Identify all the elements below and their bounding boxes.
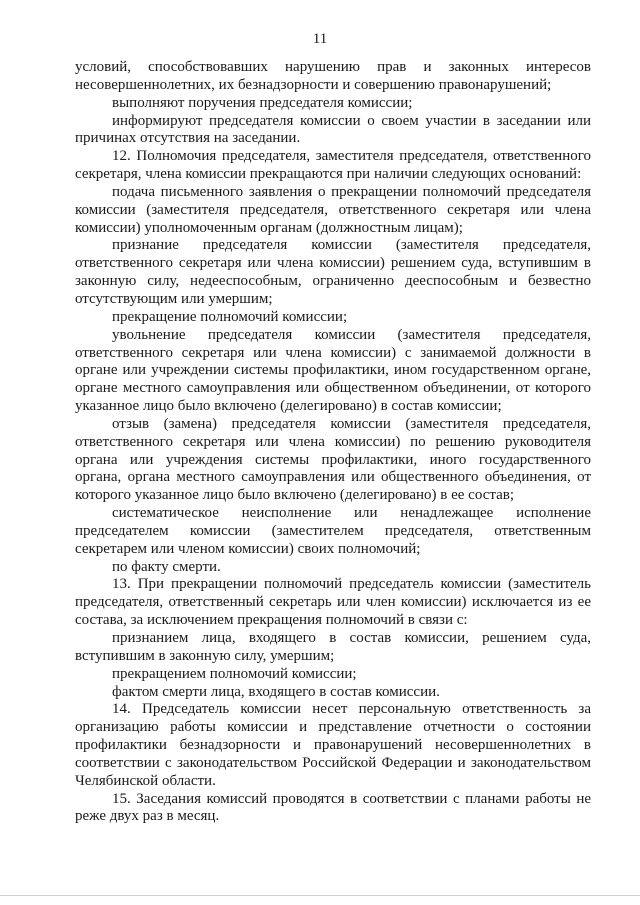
text-line: 15. Заседания комиссий проводятся в соответствии с планами работы не xyxy=(112,790,591,807)
text-line: профилактики безнадзорности и правонарушений несовершеннолетних в xyxy=(75,737,591,754)
page-bottom-edge xyxy=(0,895,640,896)
document-body xyxy=(75,59,591,826)
text-line: увольнение председателя комиссии (заместителя председателя, xyxy=(112,326,591,343)
text-line: ответственного секретаря или члена комиссии) с занимаемой должности в xyxy=(75,344,591,361)
text-line: комиссии) уполномоченным органам (должностным лицам); xyxy=(75,219,463,236)
text-line: по факту смерти. xyxy=(112,558,221,575)
text-line: вступившим в законную силу, умершим; xyxy=(75,647,335,664)
text-line: прекращение полномочий комиссии; xyxy=(112,308,348,325)
text-line: фактом смерти лица, входящего в состав комиссии. xyxy=(112,683,440,700)
text-line: признанием лица, входящего в состав комиссии, решением суда, xyxy=(112,630,591,646)
text-line: отзыв (замена) председателя комиссии (заместителя председателя, xyxy=(112,415,591,432)
text-line: секретарем или членом комиссии) своих полномочий; xyxy=(75,540,421,557)
text-line: подача письменного заявления о прекращении полномочий председателя xyxy=(112,183,591,200)
text-line: прекращением полномочий комиссии; xyxy=(112,665,357,682)
text-line: признание председателя комиссии (заместителя председателя, xyxy=(112,237,591,254)
page-number: 11 xyxy=(312,31,328,47)
text-line: Челябинской области. xyxy=(75,772,216,789)
text-line: 13. При прекращении полномочий председатель комиссии (заместитель xyxy=(112,576,591,593)
text-line: реже двух раз в месяц. xyxy=(75,808,220,825)
text-line: ответственного секретаря или члена комиссии) по решению руководителя xyxy=(75,433,591,450)
text-line: органе местного самоуправления или общественном объединении, от которого xyxy=(75,380,591,397)
text-line: выполняют поручения председателя комиссии; xyxy=(112,94,413,111)
text-line: органе или учреждении системы профилактики, ином государственном органе, xyxy=(75,362,591,379)
text-line: информируют председателя комиссии о своем участии в заседании или xyxy=(112,112,591,129)
text-line: отсутствующим или умершим; xyxy=(75,290,273,307)
text-line: ответственного секретаря или члена комиссии) решением суда, вступившим в xyxy=(75,255,591,272)
text-line: органа, органа местного самоуправления или общественного объединения, от xyxy=(75,469,591,486)
text-line: несовершеннолетних, их безнадзорности и совершению правонарушений; xyxy=(75,76,552,93)
text-line: систематическое неисполнение или ненадлежащее исполнение xyxy=(112,505,591,522)
text-line: соответствии с законодательством Российской Федерации и законодательством xyxy=(75,754,591,771)
text-line: 14. Председатель комиссии несет персональную ответственность за xyxy=(112,701,591,718)
text-line: секретаря, члена комиссии прекращаются при наличии следующих оснований: xyxy=(75,166,582,183)
text-line: состава, за исключением прекращения полномочий в связи с: xyxy=(75,612,468,629)
text-line: причинах отсутствия на заседании. xyxy=(75,130,301,147)
text-line: условий, способствовавших нарушению прав и законных интересов xyxy=(75,59,591,75)
text-line: указанное лицо было включено (делегировано) в состав комиссии; xyxy=(75,398,502,415)
text-line: органа или учреждения системы профилактики, иного государственного xyxy=(75,451,591,468)
text-line: председателя, ответственный секретарь или член комиссии) исключается из ее xyxy=(75,594,591,611)
text-line: председателем комиссии (заместителем председателя, ответственным xyxy=(75,522,591,539)
text-line: 12. Полномочия председателя, заместителя председателя, ответственного xyxy=(112,148,591,165)
text-line: комиссии (заместителя председателя, ответственного секретаря или члена xyxy=(75,201,591,218)
text-line: организацию работы комиссии и представление отчетности о состоянии xyxy=(75,719,591,736)
text-line: которого указанное лицо было включено (делегировано) в ее состав; xyxy=(75,487,515,504)
text-line: законную силу, недееспособным, ограниченно дееспособным и безвестно xyxy=(75,273,591,290)
